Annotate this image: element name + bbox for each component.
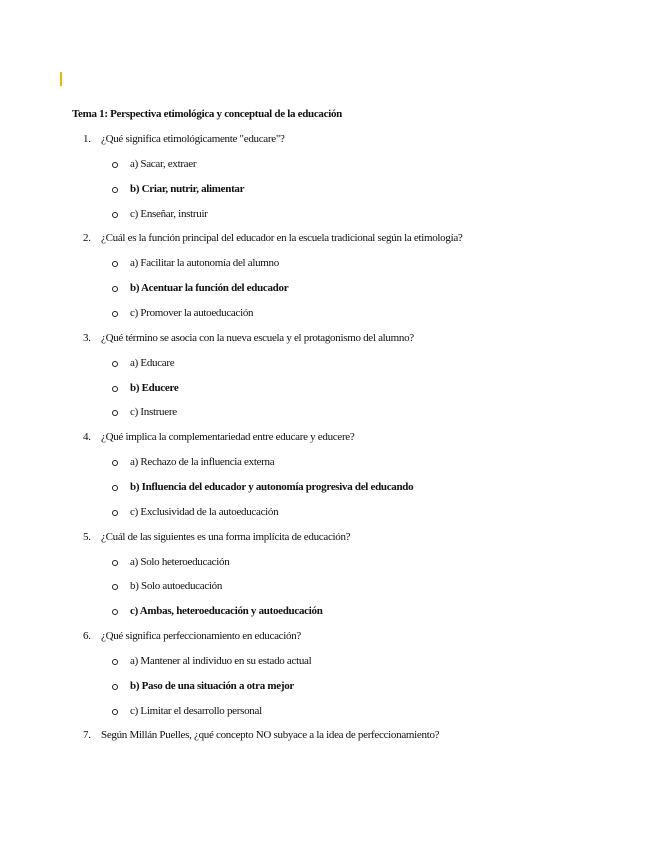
option-text: a) Solo heteroeducación xyxy=(130,555,230,568)
option-item-correct xyxy=(72,481,632,495)
question-number: 3. xyxy=(83,331,91,344)
option-item-correct xyxy=(72,680,632,694)
question-text: ¿Qué significa perfeccionamiento en educación? xyxy=(101,629,301,642)
option-item xyxy=(72,208,632,222)
circle-bullet-icon xyxy=(112,311,118,317)
circle-bullet-icon xyxy=(112,584,118,590)
option-item xyxy=(72,556,632,570)
question-text: ¿Cuál de las siguientes es una forma implícita de educación? xyxy=(101,530,351,543)
option-item-correct xyxy=(72,605,632,619)
options-list-6 xyxy=(72,655,632,719)
option-text: a) Educare xyxy=(130,356,175,369)
section-heading: Tema 1: Perspectiva etimológica y conceptual de la educación xyxy=(72,108,342,120)
question-number: 1. xyxy=(83,133,91,145)
question-number: 4. xyxy=(83,431,91,444)
options-list-2 xyxy=(72,257,632,321)
option-item-correct xyxy=(72,282,632,296)
option-text: c) Promover la autoeducación xyxy=(130,306,254,319)
question-text: ¿Qué significa etimológicamente "educare"? xyxy=(101,133,285,145)
option-text: b) Paso de una situación a otra mejor xyxy=(130,679,294,692)
option-text: a) Mantener al individuo en su estado actual xyxy=(130,654,312,667)
option-item xyxy=(72,158,632,172)
circle-bullet-icon xyxy=(112,361,118,367)
option-text: b) Influencia del educador y autonomía progresiva del educando xyxy=(130,480,414,493)
option-item xyxy=(72,705,632,719)
option-item xyxy=(72,580,632,594)
question-text: Según Millán Puelles, ¿qué concepto NO subyace a la idea de perfeccionamiento? xyxy=(101,729,440,742)
option-item xyxy=(72,307,632,321)
circle-bullet-icon xyxy=(112,709,118,715)
question-text: ¿Qué implica la complementariedad entre educare y educere? xyxy=(101,431,355,444)
question-1 xyxy=(72,133,632,147)
question-3 xyxy=(72,332,632,346)
question-2 xyxy=(72,232,632,246)
question-number: 6. xyxy=(83,629,91,642)
question-number: 7. xyxy=(83,729,91,742)
option-text: b) Solo autoeducación xyxy=(130,580,223,593)
circle-bullet-icon xyxy=(112,609,118,615)
option-text: b) Acentuar la función del educador xyxy=(130,282,289,295)
option-item xyxy=(72,406,632,420)
question-number: 5. xyxy=(83,530,91,543)
option-text: a) Sacar, extraer xyxy=(130,158,197,170)
option-item-correct xyxy=(72,183,632,197)
question-4 xyxy=(72,431,632,445)
circle-bullet-icon xyxy=(112,510,118,516)
circle-bullet-icon xyxy=(112,162,118,168)
option-item xyxy=(72,357,632,371)
option-text: c) Enseñar, instruir xyxy=(130,207,208,220)
option-text: c) Ambas, heteroeducación y autoeducación xyxy=(130,605,323,618)
option-item xyxy=(72,257,632,271)
option-text: c) Exclusividad de la autoeducación xyxy=(130,505,279,518)
option-item-correct xyxy=(72,382,632,396)
circle-bullet-icon xyxy=(112,460,118,466)
question-text: ¿Qué término se asocia con la nueva escuela y el protagonismo del alumno? xyxy=(101,331,414,344)
options-list-4 xyxy=(72,456,632,520)
question-text: ¿Cuál es la función principal del educador en la escuela tradicional según la etimología? xyxy=(101,232,463,245)
circle-bullet-icon xyxy=(112,684,118,690)
question-5 xyxy=(72,531,632,545)
circle-bullet-icon xyxy=(112,386,118,392)
options-list-5 xyxy=(72,556,632,620)
option-item xyxy=(72,456,632,470)
document-body xyxy=(72,108,632,754)
option-text: b) Criar, nutrir, alimentar xyxy=(130,182,245,195)
circle-bullet-icon xyxy=(112,212,118,218)
circle-bullet-icon xyxy=(112,286,118,292)
option-text: b) Educere xyxy=(130,381,179,394)
option-text: c) Limitar el desarrollo personal xyxy=(130,704,262,717)
circle-bullet-icon xyxy=(112,560,118,566)
option-text: a) Rechazo de la influencia externa xyxy=(130,456,275,469)
circle-bullet-icon xyxy=(112,261,118,267)
option-item xyxy=(72,655,632,669)
circle-bullet-icon xyxy=(112,659,118,665)
circle-bullet-icon xyxy=(112,187,118,193)
question-7 xyxy=(72,729,632,743)
circle-bullet-icon xyxy=(112,485,118,491)
question-number: 2. xyxy=(83,232,91,245)
options-list-1 xyxy=(72,158,632,222)
option-text: c) Instruere xyxy=(130,406,177,419)
option-item xyxy=(72,506,632,520)
options-list-3 xyxy=(72,357,632,421)
question-6 xyxy=(72,630,632,644)
circle-bullet-icon xyxy=(112,410,118,416)
option-text: a) Facilitar la autonomía del alumno xyxy=(130,257,279,270)
text-cursor xyxy=(60,72,62,86)
